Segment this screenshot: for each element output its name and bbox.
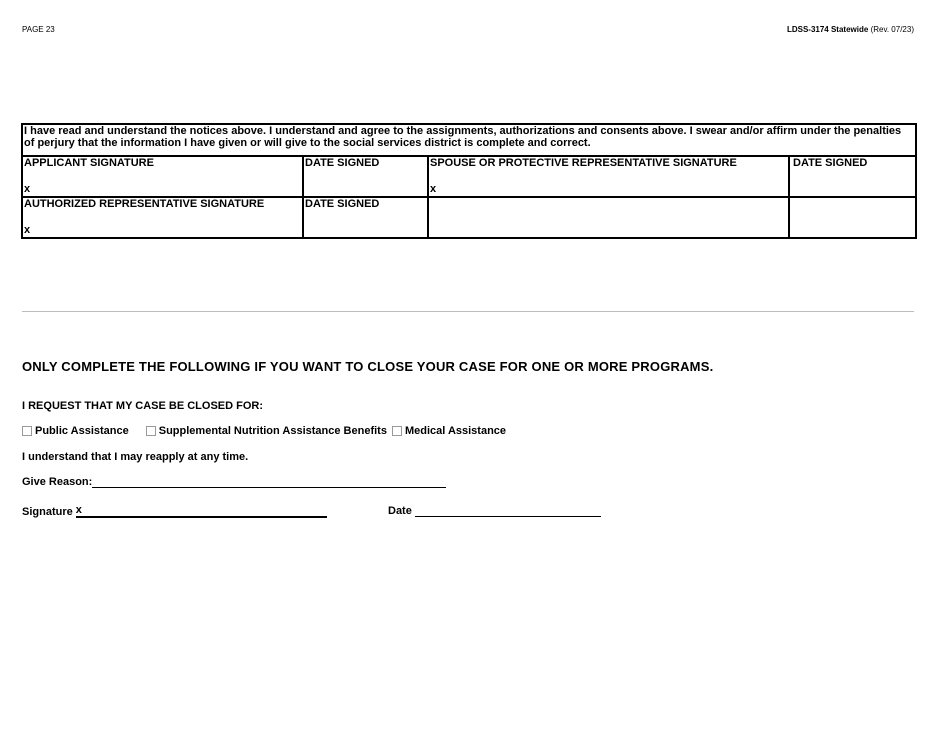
spouse-signature-label: SPOUSE OR PROTECTIVE REPRESENTATIVE SIGNATURE (430, 157, 737, 169)
spouse-signature-field[interactable] (428, 156, 789, 197)
close-date-input[interactable] (415, 504, 601, 517)
authorized-rep-signature-label: AUTHORIZED REPRESENTATIVE SIGNATURE (24, 198, 265, 210)
spouse-date-field[interactable] (789, 156, 916, 197)
authorized-rep-date-label: DATE SIGNED (305, 198, 380, 210)
authorized-rep-signature-field[interactable] (22, 197, 303, 238)
medical-assistance-label: Medical Assistance (404, 425, 507, 437)
close-signature-x: x (75, 504, 82, 516)
public-assistance-label: Public Assistance (35, 425, 129, 437)
close-signature-input[interactable] (76, 504, 327, 518)
authorized-rep-date-field[interactable] (303, 197, 428, 238)
date-row (388, 504, 601, 517)
form-revision: (Rev. 07/23) (870, 25, 914, 34)
give-reason-input[interactable] (92, 475, 446, 488)
signature-table (21, 123, 917, 239)
option-medical-assistance[interactable] (392, 425, 506, 437)
form-identifier (787, 25, 914, 34)
option-public-assistance[interactable] (22, 425, 129, 437)
give-reason-label: Give Reason: (22, 476, 93, 488)
applicant-signature-label: APPLICANT SIGNATURE (24, 157, 154, 169)
applicant-date-field[interactable] (303, 156, 428, 197)
applicant-signature-x: x (24, 183, 31, 195)
authorized-rep-signature-x: x (24, 224, 31, 236)
spouse-date-label: DATE SIGNED (793, 157, 868, 169)
close-case-headline: ONLY COMPLETE THE FOLLOWING IF YOU WANT TO CLOSE YOUR CASE FOR ONE OR MORE PROGRAMS. (22, 359, 714, 374)
empty-cell (789, 197, 916, 238)
signature-row (22, 504, 327, 518)
close-request-label: I REQUEST THAT MY CASE BE CLOSED FOR: (22, 400, 263, 412)
page-number: PAGE 23 (22, 25, 55, 34)
medical-assistance-checkbox[interactable] (392, 426, 402, 436)
attestation-statement: I have read and understand the notices above. I understand and agree to the assignments, authorizations and consents above. I swear and/or affirm under the penalties of perjury that the information I have given or will give to the social services district is complete and correct. (22, 124, 916, 156)
snap-benefits-label: Supplemental Nutrition Assistance Benefits (158, 425, 387, 437)
give-reason-row (22, 475, 446, 488)
close-date-label: Date (388, 505, 412, 517)
spouse-signature-x: x (430, 183, 437, 195)
applicant-date-label: DATE SIGNED (305, 157, 380, 169)
section-divider (22, 311, 914, 312)
empty-cell (428, 197, 789, 238)
form-id: LDSS-3174 Statewide (786, 25, 869, 34)
public-assistance-checkbox[interactable] (22, 426, 32, 436)
program-checkbox-group (22, 425, 506, 437)
close-signature-label: Signature (22, 506, 73, 518)
applicant-signature-field[interactable] (22, 156, 303, 197)
snap-benefits-checkbox[interactable] (146, 426, 156, 436)
option-snap-benefits[interactable] (146, 425, 387, 437)
reapply-note: I understand that I may reapply at any time. (22, 451, 249, 463)
